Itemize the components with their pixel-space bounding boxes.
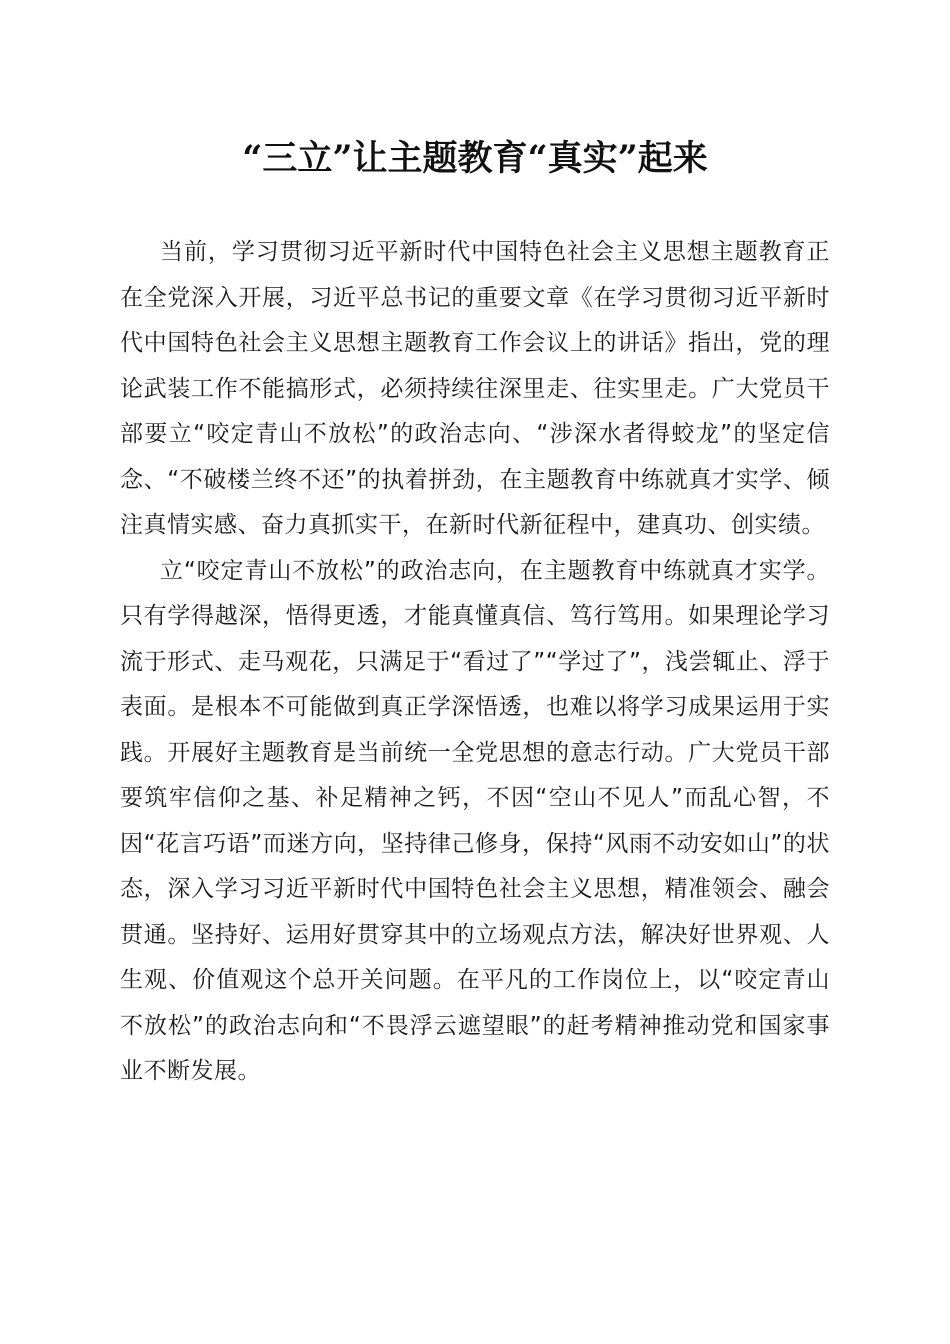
document-title: “三立”让主题教育“真实”起来 — [242, 138, 708, 179]
paragraph: 立“咬定青山不放松”的政治志向，在主题教育中练就真才实学。只有学得越深，悟得更透，才能真懂真信、笃行笃用。如果理论学习流于形式、走马观花，只满足于“看过了”“学过了”，浅尝辄止、浮于表面。是根本不可能做到真正学深悟透，也难以将学习成果运用于实践。开展好主题教育是当前统一全党思想的意志行动。广大党员干部要筑牢信仰之基、补足精神之钙，不因“空山不见人”而乱心智，不因“花言巧语”而迷方向，坚持律己修身，保持“风雨不动安如山”的状态，深入学习习近平新时代中国特色社会主义思想，精准领会、融会贯通。坚持好、运用好贯穿其中的立场观点方法，解决好世界观、人生观、价值观这个总开关问题。在平凡的工作岗位上，以“咬定青山不放松”的政治志向和“不畏浮云遮望眼”的赶考精神推动党和国家事业不断发展。 — [120, 557, 830, 1084]
paragraph: 当前，学习贯彻习近平新时代中国特色社会主义思想主题教育正在全党深入开展，习近平总书记的重要文章《在学习贯彻习近平新时代中国特色社会主义思想主题教育工作会议上的讲话》指出，党的理论武装工作不能搞形式，必须持续往深里走、往实里走。广大党员干部要立“咬定青山不放松”的政治志向、“涉深水者得蛟龙”的坚定信念、“不破楼兰终不还”的执着拼劲，在主题教育中练就真才实学、倾注真情实感、奋力真抓实干，在新时代新征程中，建真功、创实绩。 — [120, 239, 830, 538]
document-body — [120, 230, 830, 1095]
